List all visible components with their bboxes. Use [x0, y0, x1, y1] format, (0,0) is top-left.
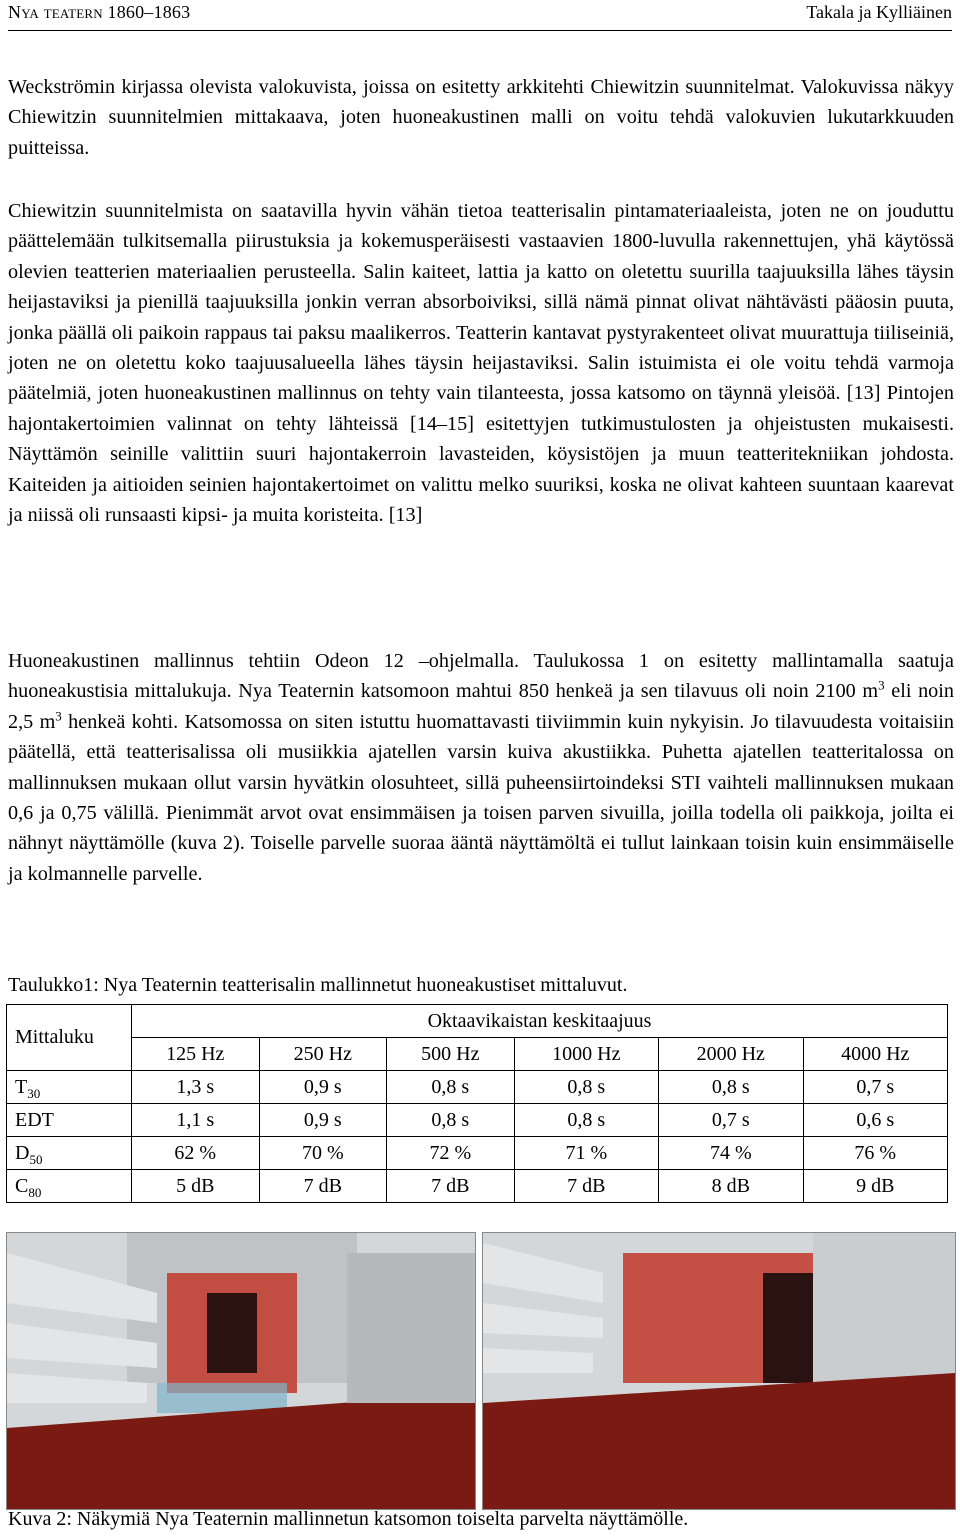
table-row	[7, 1170, 948, 1203]
table-cell: 74 %	[659, 1137, 803, 1170]
table-row-header: Mittaluku	[7, 1005, 132, 1071]
frequency-header: 500 Hz	[387, 1038, 515, 1071]
table-cell: 0,7 s	[659, 1104, 803, 1137]
metric-name: EDT	[7, 1104, 132, 1137]
render-view-left	[6, 1232, 476, 1510]
table-frequency-row	[7, 1038, 948, 1071]
table-cell: 70 %	[259, 1137, 387, 1170]
table-cell: 0,9 s	[259, 1071, 387, 1104]
metric-name: $T_{30}$	[7, 1071, 132, 1104]
figure-caption: Kuva 2: Näkymiä Nya Teaternin mallinnetun katsomon toiselta parvelta näyttämölle.	[8, 1508, 689, 1530]
table-cell: 0,8 s	[387, 1104, 515, 1137]
table-cell: 72 %	[387, 1137, 515, 1170]
render-image-left	[7, 1233, 475, 1509]
render-image-right	[483, 1233, 955, 1509]
running-header	[8, 0, 952, 31]
table-caption: Taulukko1: Nya Teaternin teatterisalin mallinnetut huoneakustiset mittaluvut.	[8, 974, 628, 996]
acoustics-table	[6, 1004, 948, 1203]
table-cell: 9 dB	[803, 1170, 948, 1203]
paragraph-3-part-c: henkeä kohti. Katsomossa on siten istuttu huomattavasti tiiviimmin kuin nykyisin. Jo tilavuudesta voitaisiin päätellä, että teatterisalissa oli musiikkia ajatellen varsin kuiva akustiikka. Puhetta ajatellen teatteritalossa on mallinnuksen mukaan ollut varsin hyvätkin olosuhteet, sillä puheensiirtoindeksi STI vaihteli mallinnuksen mukaan 0,6 ja 0,75 välillä. Pienimmät arvot ovat ensimmäisen ja toisen parven sivuilla, joilla todella oli paikkoja, joilta ei nähnyt näyttämölle (kuva 2). Toiselle parvelle suoraa ääntä näyttämöltä ei tullut lainkaan toisin kuin ensimmäiselle ja kolmannelle parvelle.	[8, 710, 955, 885]
table-cell: 0,8 s	[514, 1071, 658, 1104]
table-header-row	[7, 1005, 948, 1038]
frequency-header: 1000 Hz	[514, 1038, 658, 1071]
table-group-header: Oktaavikaistan keskitaajuus	[132, 1005, 948, 1038]
paragraph-3-part-b: eli noin 2,5 m	[8, 680, 954, 733]
table-cell: 7 dB	[259, 1170, 387, 1203]
table-cell: 0,8 s	[387, 1071, 515, 1104]
render-view-right	[482, 1232, 956, 1510]
table-cell: 0,8 s	[659, 1071, 803, 1104]
table-cell: 1,3 s	[132, 1071, 260, 1104]
superscript: 3	[55, 708, 62, 724]
frequency-header: 250 Hz	[259, 1038, 387, 1071]
frequency-header: 4000 Hz	[803, 1038, 948, 1071]
stage-opening	[207, 1293, 257, 1373]
metric-name: $C_{80}$	[7, 1170, 132, 1203]
stage-floor	[157, 1383, 287, 1413]
superscript: 3	[878, 677, 885, 693]
table-row	[7, 1104, 948, 1137]
table-cell: 62 %	[132, 1137, 260, 1170]
side-wall	[347, 1253, 475, 1403]
table-cell: 0,9 s	[259, 1104, 387, 1137]
table-row	[7, 1137, 948, 1170]
frequency-header: 125 Hz	[132, 1038, 260, 1071]
metric-name: $D_{50}$	[7, 1137, 132, 1170]
running-authors: Takala ja Kylliäinen	[806, 2, 952, 22]
table-cell: 0,6 s	[803, 1104, 948, 1137]
frequency-header: 2000 Hz	[659, 1038, 803, 1071]
paragraph-2: Chiewitzin suunnitelmista on saatavilla hyvin vähän tietoa teatterisalin pintamateriaaleista, joten ne on jouduttu päättelemään tulkitsemalla piirustuksia ja kokemusperäisesti vastaavien 1800-luvulla rakennettujen, yhä käytössä olevien teatterien materiaalien perusteella. Salin kaiteet, lattia ja katto on oletettu suurilla taajuuksilla lähes täysin heijastaviksi ja pienillä taajuuksilla jonkin verran absorboiviksi, sillä nämä pinnat olivat nähtävästi pääosin puuta, jonka päällä oli paikoin rappaus tai paksu maalikerros. Teatterin kantavat pystyrakenteet olivat muurattuja tiiliseiniä, joten ne on oletettu koko taajuusalueella lähes täysin heijastaviksi. Salin istuimista ei ole voitu tehdä varmoja päätelmiä, joten huoneakustinen mallinnus on tehty vain tilanteesta, jossa katsomo on täynnä yleisöä. [13] Pintojen hajontakertoimien valinnat on tehty lähteissä [14–15] esitettyjen tutkimustulosten ja ohjeistusten mukaisesti. Näyttämön seinille valittiin suuri hajontakerroin lavasteiden, köysistöjen ja muun teatteritekniikan johdosta. Kaiteiden ja aitioiden seinien hajontakertoimet on valittu melko suuriksi, koska ne olivat kahteen suuntaan kaarevat ja niissä oli runsaasti kipsi- ja muita koristeita. [13]	[8, 200, 954, 527]
paragraph-1: Weckströmin kirjassa olevista valokuvista, joissa on esitetty arkkitehti Chiewitzin suunnitelmat. Valokuvissa näkyy Chiewitzin suunnitelmien mittakaava, joten huoneakustinen malli on voitu tehdä valokuvien lukutarkkuuden puitteissa.	[8, 76, 954, 159]
table-cell: 7 dB	[514, 1170, 658, 1203]
table-cell: 5 dB	[132, 1170, 260, 1203]
table-cell: 7 dB	[387, 1170, 515, 1203]
table-cell: 0,8 s	[514, 1104, 658, 1137]
paragraph-3-part-a: Huoneakustinen mallinnus tehtiin Odeon 12 –ohjelmalla. Taulukossa 1 on esitetty mallintamalla saatuja huoneakustisia mittalukuja. Nya Teaternin katsomoon mahtui 850 henkeä ja sen tilavuus oli noin 2100 m	[8, 650, 954, 703]
running-title: Nya teatern 1860–1863	[8, 2, 191, 22]
table-cell: 1,1 s	[132, 1104, 260, 1137]
table-cell: 8 dB	[659, 1170, 803, 1203]
paragraph-3	[8, 646, 954, 889]
table-cell: 71 %	[514, 1137, 658, 1170]
table-cell: 0,7 s	[803, 1071, 948, 1104]
table-row	[7, 1071, 948, 1104]
table-cell: 76 %	[803, 1137, 948, 1170]
